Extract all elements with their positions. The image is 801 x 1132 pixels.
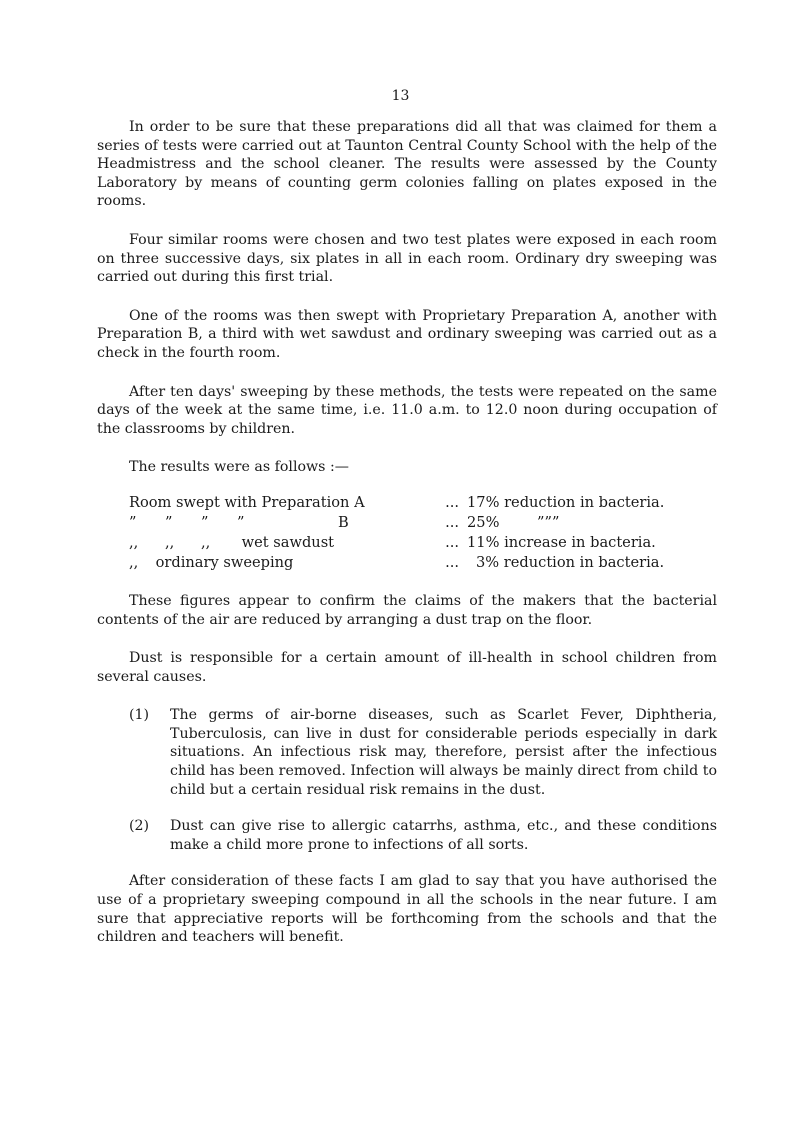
result-value: 17% reduction in bacteria.: [467, 493, 665, 511]
list-text: The germs of air-borne diseases, such as Scarlet Fever, Diphtheria, Tuberculosis, can live in dust for considerable periods especially in dark situations. An infectious risk may, therefore, persist after the infectious child has been removed. Infection will always be mainly direct from child to child but a certain residual risk remains in the dust.: [170, 707, 717, 798]
list-item-allergic-catarrhs: [97, 817, 717, 854]
ditto-mark: ,,: [129, 553, 139, 571]
paragraph-test-series: In order to be sure that these preparations did all that was claimed for them a series of tests were carried out at Taunton Central County School with the help of the Headmistress and the school cleaner. The results were assessed by the County Laboratory by means of counting germ colonies falling on plates exposed in the rooms.: [97, 119, 717, 210]
result-row-wet-sawdust: [97, 534, 717, 554]
result-row-preparation-b: [97, 514, 717, 534]
ditto-mark: ”: [165, 513, 173, 531]
ditto-mark: ”: [551, 513, 560, 531]
ditto-mark: ,,: [201, 533, 211, 551]
results-intro: The results were as follows :—: [129, 459, 349, 476]
paragraph-repeat-tests: After ten days' sweeping by these methods, the tests were repeated on the same days of the week at the same time, i.e. 11.0 a.m. to 12.0 noon during occupation of the classrooms by children.: [97, 383, 717, 437]
ditto-mark: ”: [537, 513, 545, 531]
list-number: (2): [129, 818, 150, 835]
leader-dots: ...: [445, 513, 459, 531]
result-label-tail: B: [338, 513, 349, 531]
ditto-mark: ,,: [129, 533, 139, 551]
paragraph-sweeping-methods: One of the rooms was then swept with Proprietary Preparation A, another with Preparation B, a third with wet sawdust and ordinary sweeping was carried out as a check in the fourth room.: [97, 307, 717, 361]
document-body: [97, 118, 717, 967]
list-number: (1): [129, 707, 150, 724]
paragraph-room-selection: Four similar rooms were chosen and two test plates were exposed in each room on three successive days, six plates in all in each room. Ordinary dry sweeping was carried out during this first trial.: [97, 231, 717, 286]
ditto-mark: ”: [129, 513, 137, 531]
ditto-mark: ”: [237, 513, 245, 531]
result-label-tail: ordinary sweeping: [155, 553, 294, 571]
result-value-number: 25%: [467, 513, 500, 531]
paragraph-figures-confirm: These figures appear to confirm the claims of the makers that the bacterial contents of the air are reduced by arranging a dust trap on the floor.: [97, 592, 717, 628]
result-label-tail: wet sawdust: [241, 533, 335, 551]
page-number: 13: [391, 88, 410, 104]
ditto-mark: ,,: [165, 533, 175, 551]
list-text: Dust can give rise to allergic catarrhs, asthma, etc., and these conditions make a child more prone to infections of all sorts.: [170, 818, 717, 853]
result-value: 11% increase in bacteria.: [467, 533, 656, 551]
paragraph-dust-ill-health: Dust is responsible for a certain amount of ill-health in school children from several causes.: [97, 650, 717, 685]
result-label: Room swept with Preparation A: [129, 493, 365, 511]
ditto-mark: ”: [201, 513, 209, 531]
result-value: 3% reduction in bacteria.: [476, 553, 665, 571]
ditto-mark: ”: [544, 513, 552, 531]
paragraph-closing: After consideration of these facts I am glad to say that you have authorised the use of a proprietary sweeping compound in all the schools in the near future. I am sure that appreciative reports will be forthcoming from the schools and that the children and teachers will benefit.: [97, 873, 717, 946]
result-row-ordinary-sweeping: [97, 554, 717, 574]
leader-dots: ...: [445, 493, 459, 511]
leader-dots: ...: [445, 553, 459, 571]
results-table: [97, 494, 717, 574]
list-item-airborne-germs: [97, 706, 717, 799]
result-row-preparation-a: [97, 494, 717, 514]
leader-dots: ...: [445, 533, 459, 551]
